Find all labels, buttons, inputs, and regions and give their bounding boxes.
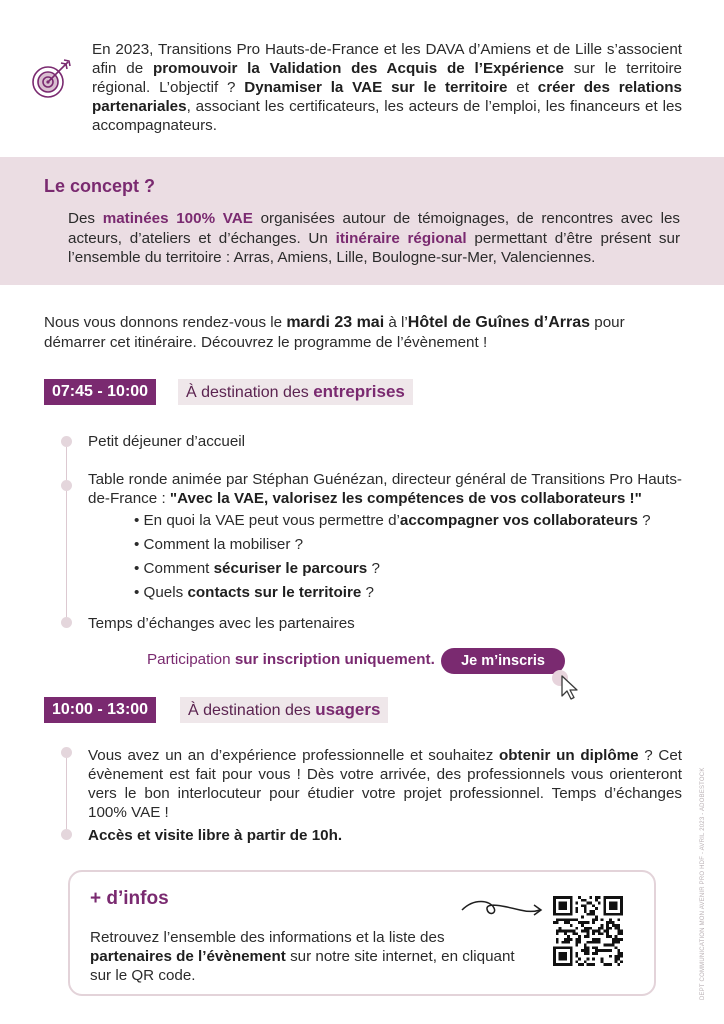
text-segment: ? Cet évènement est fait pour vous ! Dès votre arrivée, des professionnels vous orienteront vers le bon interlocuteur pour étudier votre projet professionnel. Temps d’échanges 100% VAE !	[88, 747, 682, 821]
qr-module	[617, 918, 620, 921]
session2-audience: usagers	[315, 700, 381, 719]
qr-module	[575, 932, 578, 935]
timeline-dot	[61, 747, 72, 758]
qr-module	[553, 921, 556, 924]
session1-item-roundtable	[88, 470, 682, 508]
qr-module	[609, 927, 612, 930]
qr-module	[584, 960, 587, 963]
qr-module	[587, 963, 590, 966]
qr-module	[617, 958, 620, 961]
qr-module	[598, 930, 601, 933]
qr-module	[603, 949, 606, 952]
qr-module	[567, 935, 570, 938]
session1-item-exchange: Temps d’échanges avec les partenaires	[88, 615, 355, 632]
timeline-dot	[61, 480, 72, 491]
qr-module	[584, 952, 587, 955]
qr-module	[592, 952, 595, 955]
session2-audience-badge	[180, 697, 388, 723]
qr-module	[570, 924, 573, 927]
session1-time-badge: 07:45 - 10:00	[44, 379, 156, 405]
participation-note	[147, 651, 435, 668]
qr-module	[587, 958, 590, 961]
qr-module	[595, 941, 598, 944]
qr-module	[612, 921, 615, 924]
text-segment: sur le territoire régional. L’objectif ?	[92, 60, 683, 96]
qr-module	[595, 916, 598, 919]
qr-module	[581, 949, 584, 952]
qr-module	[595, 946, 598, 949]
text-segment: ?	[367, 560, 380, 577]
emphasis-text: créer des relations partenariales	[92, 79, 682, 115]
qr-code-icon[interactable]	[553, 896, 623, 966]
qr-module	[561, 930, 564, 933]
text-segment: En 2023, Transitions Pro Hauts-de-France et les DAVA d’Amiens et de Lille s’associent afin de	[92, 41, 682, 77]
question-item	[134, 511, 694, 535]
text-segment: ?	[361, 584, 374, 601]
qr-module	[584, 930, 587, 933]
emphasis-text: Dynamiser la VAE sur le territoire	[244, 79, 508, 96]
qr-module	[620, 930, 623, 933]
qr-module	[587, 902, 590, 905]
qr-module	[589, 941, 592, 944]
highlight-text: itinéraire régional	[335, 229, 467, 247]
qr-module	[575, 941, 578, 944]
text-segment: Nous vous donnons rendez-vous le	[44, 314, 287, 331]
qr-module	[567, 941, 570, 944]
qr-module	[561, 941, 564, 944]
qr-module	[606, 921, 609, 924]
session1-audience-badge	[178, 379, 413, 405]
qr-module	[592, 930, 595, 933]
qr-module	[573, 930, 576, 933]
emphasis-text: contacts sur le territoire	[187, 584, 362, 601]
qr-module	[592, 904, 595, 907]
info-paragraph	[90, 928, 530, 985]
qr-module	[615, 938, 618, 941]
qr-module	[601, 949, 604, 952]
qr-module	[567, 938, 570, 941]
qr-module	[606, 949, 609, 952]
qr-module	[584, 944, 587, 947]
qr-module	[567, 921, 570, 924]
session2-time-badge: 10:00 - 13:00	[44, 697, 156, 723]
qr-module	[609, 949, 612, 952]
text-segment: , associant les certificateurs, les acteurs de l’emploi, les financeurs et les accompagnateurs.	[92, 98, 682, 134]
qr-module	[592, 910, 595, 913]
qr-module	[598, 941, 601, 944]
qr-module	[598, 938, 601, 941]
qr-module	[601, 927, 604, 930]
qr-module	[575, 938, 578, 941]
qr-module	[587, 935, 590, 938]
qr-module	[578, 958, 581, 961]
emphasis-text: accompagner vos collaborateurs	[399, 512, 638, 529]
qr-module	[609, 955, 612, 958]
qr-module	[598, 896, 601, 899]
qr-module	[575, 952, 578, 955]
qr-module	[620, 938, 623, 941]
qr-module	[615, 960, 618, 963]
qr-module	[603, 930, 606, 933]
text-segment: pour démarrer cet itinéraire. Découvrez le programme de l’évènement !	[44, 314, 625, 351]
concept-title: Le concept ?	[44, 176, 156, 196]
qr-module	[612, 938, 615, 941]
qr-module	[581, 916, 584, 919]
qr-module	[578, 921, 581, 924]
qr-module	[584, 949, 587, 952]
qr-module	[609, 944, 612, 947]
qr-module	[595, 930, 598, 933]
click-cursor-icon	[548, 666, 582, 702]
qr-module	[601, 932, 604, 935]
qr-module	[601, 924, 604, 927]
qr-module	[578, 938, 581, 941]
qr-module	[612, 944, 615, 947]
qr-module	[615, 935, 618, 938]
qr-module	[564, 932, 567, 935]
emphasis-text: "Avec la VAE, valorisez les compétences de vos collaborateurs !"	[169, 490, 642, 507]
qr-module	[564, 941, 567, 944]
qr-module	[587, 913, 590, 916]
emphasis-text: promouvoir la Validation des Acquis de l’Expérience	[152, 60, 564, 77]
qr-module	[584, 946, 587, 949]
info-title: + d’infos	[90, 888, 175, 910]
roundtable-questions	[134, 511, 694, 607]
qr-module	[573, 932, 576, 935]
qr-module	[570, 938, 573, 941]
qr-module	[578, 963, 581, 966]
qr-module	[609, 935, 612, 938]
emphasis-text: sécuriser le parcours	[213, 560, 368, 577]
text-segment: à l’	[384, 314, 408, 331]
qr-module	[581, 963, 584, 966]
question-item	[134, 559, 694, 583]
qr-module	[595, 938, 598, 941]
question-item	[134, 535, 694, 559]
qr-module	[606, 963, 609, 966]
qr-module	[601, 958, 604, 961]
qr-module	[556, 941, 559, 944]
qr-module	[564, 930, 567, 933]
text-segment: Des	[68, 210, 103, 227]
qr-module	[601, 960, 604, 963]
qr-module	[564, 921, 567, 924]
session1-audience-prefix: À destination des	[186, 384, 309, 401]
session2-audience-prefix: À destination des	[188, 702, 311, 719]
timeline-dot	[61, 829, 72, 840]
emphasis-text: obtenir un diplôme	[498, 747, 639, 764]
qr-module	[609, 921, 612, 924]
qr-module	[592, 938, 595, 941]
qr-module	[575, 918, 578, 921]
text-segment: ?	[637, 512, 651, 529]
qr-module	[570, 918, 573, 921]
qr-module	[556, 930, 559, 933]
timeline-dot	[61, 436, 72, 447]
qr-module	[559, 927, 562, 930]
qr-module	[581, 899, 584, 902]
qr-module	[578, 935, 581, 938]
qr-module	[620, 932, 623, 935]
qr-finder	[559, 952, 567, 960]
qr-module	[592, 946, 595, 949]
qr-module	[578, 896, 581, 899]
qr-module	[556, 938, 559, 941]
qr-module	[587, 941, 590, 944]
qr-module	[575, 907, 578, 910]
emphasis-text: Hôtel de Guînes d’Arras	[407, 314, 591, 331]
qr-module	[556, 921, 559, 924]
qr-module	[575, 927, 578, 930]
text-segment: Table ronde animée par Stéphan Guénézan, directeur général de Transitions Pro Hauts-de-France :	[88, 471, 682, 507]
qr-module	[617, 941, 620, 944]
session1-item-breakfast: Petit déjeuner d’accueil	[88, 433, 246, 450]
qr-module	[606, 927, 609, 930]
qr-module	[609, 963, 612, 966]
qr-module	[584, 899, 587, 902]
qr-module	[573, 918, 576, 921]
qr-module	[617, 952, 620, 955]
curly-arrow-icon	[460, 896, 546, 924]
qr-module	[581, 930, 584, 933]
qr-module	[620, 952, 623, 955]
qr-module	[567, 918, 570, 921]
qr-module	[587, 946, 590, 949]
qr-module	[592, 958, 595, 961]
text-segment: En quoi la VAE peut vous permettre d’	[143, 512, 400, 529]
qr-finder	[609, 902, 617, 910]
qr-module	[584, 907, 587, 910]
register-button[interactable]: Je m’inscris	[441, 648, 565, 674]
qr-module	[595, 952, 598, 955]
qr-module	[589, 913, 592, 916]
qr-module	[615, 941, 618, 944]
text-segment: Vous avez un an d’expérience professionnelle et souhaitez	[88, 747, 499, 764]
qr-module	[589, 910, 592, 913]
highlight-text: matinées 100% VAE	[102, 210, 253, 227]
qr-module	[595, 896, 598, 899]
qr-module	[615, 946, 618, 949]
qr-module	[617, 930, 620, 933]
qr-module	[559, 918, 562, 921]
qr-module	[592, 918, 595, 921]
participation-bold: sur inscription uniquement.	[234, 651, 435, 668]
session2-item-access: Accès et visite libre à partir de 10h.	[88, 827, 343, 844]
qr-module	[587, 927, 590, 930]
participation-prefix: Participation	[147, 651, 231, 668]
qr-module	[598, 902, 601, 905]
qr-module	[617, 949, 620, 952]
qr-module	[598, 932, 601, 935]
text-segment: Quels	[143, 584, 188, 601]
qr-module	[617, 924, 620, 927]
concept-paragraph	[68, 209, 680, 268]
qr-module	[589, 963, 592, 966]
qr-module	[559, 930, 562, 933]
qr-module	[592, 913, 595, 916]
qr-module	[595, 907, 598, 910]
text-segment: permettant d’être présent sur l’ensemble du territoire : Arras, Amiens, Lille, Boulogne-sur-Mer, Valenciennes.	[68, 229, 681, 266]
qr-module	[581, 904, 584, 907]
credits-text: DEPT COMMUNICATION MON AVENIR PRO HDF - AVRIL 2023 - ADOBESTOCK	[700, 767, 706, 1000]
qr-module	[598, 927, 601, 930]
qr-module	[578, 941, 581, 944]
text-segment: organisées autour de témoignages, de rencontres avec les acteurs, d’ateliers et d’échanges. Un	[68, 210, 680, 247]
qr-module	[592, 921, 595, 924]
qr-module	[556, 932, 559, 935]
qr-module	[595, 918, 598, 921]
qr-module	[615, 955, 618, 958]
qr-module	[556, 918, 559, 921]
qr-module	[575, 944, 578, 947]
qr-module	[615, 924, 618, 927]
rendezvous-paragraph	[44, 313, 684, 352]
qr-module	[587, 949, 590, 952]
qr-module	[589, 927, 592, 930]
qr-module	[592, 941, 595, 944]
qr-module	[609, 918, 612, 921]
qr-module	[603, 944, 606, 947]
text-segment: sur notre site internet, en cliquant sur le QR code.	[90, 948, 515, 984]
qr-module	[589, 896, 592, 899]
qr-module	[587, 930, 590, 933]
text-segment: Retrouvez l’ensemble des informations et la liste des	[90, 929, 445, 946]
qr-module	[603, 963, 606, 966]
qr-module	[617, 955, 620, 958]
qr-module	[587, 952, 590, 955]
qr-module	[564, 938, 567, 941]
qr-module	[575, 955, 578, 958]
qr-module	[612, 941, 615, 944]
session1-timeline	[66, 442, 67, 624]
qr-module	[617, 932, 620, 935]
question-item	[134, 583, 694, 607]
qr-module	[575, 910, 578, 913]
qr-module	[615, 958, 618, 961]
qr-module	[606, 944, 609, 947]
timeline-dot	[61, 617, 72, 628]
qr-module	[567, 930, 570, 933]
qr-finder	[559, 902, 567, 910]
qr-module	[587, 921, 590, 924]
qr-module	[598, 949, 601, 952]
qr-module	[617, 963, 620, 966]
qr-module	[617, 938, 620, 941]
qr-module	[584, 935, 587, 938]
qr-module	[581, 924, 584, 927]
qr-module	[581, 921, 584, 924]
qr-module	[606, 924, 609, 927]
qr-module	[584, 904, 587, 907]
qr-module	[620, 960, 623, 963]
intro-paragraph	[92, 40, 682, 135]
qr-module	[584, 910, 587, 913]
qr-module	[584, 921, 587, 924]
session2-item-diploma	[88, 746, 682, 822]
target-arrow-icon	[28, 54, 76, 102]
emphasis-text: partenaires de l’évènement	[90, 948, 286, 965]
qr-module	[615, 927, 618, 930]
qr-module	[606, 930, 609, 933]
qr-module	[592, 932, 595, 935]
qr-module	[592, 963, 595, 966]
qr-module	[620, 955, 623, 958]
qr-module	[575, 902, 578, 905]
qr-module	[601, 918, 604, 921]
qr-module	[587, 932, 590, 935]
qr-module	[606, 932, 609, 935]
qr-module	[561, 918, 564, 921]
qr-module	[564, 918, 567, 921]
text-segment: Comment	[143, 560, 214, 577]
session1-audience: entreprises	[313, 382, 405, 401]
qr-module	[606, 935, 609, 938]
qr-module	[575, 960, 578, 963]
qr-module	[570, 930, 573, 933]
qr-module	[595, 899, 598, 902]
text-segment: Comment la mobiliser ?	[143, 536, 304, 553]
qr-module	[617, 927, 620, 930]
qr-module	[584, 927, 587, 930]
qr-module	[612, 924, 615, 927]
qr-module	[589, 902, 592, 905]
text-segment: et	[507, 79, 538, 96]
emphasis-text: mardi 23 mai	[286, 314, 385, 331]
qr-module	[595, 949, 598, 952]
session2-timeline	[66, 753, 67, 833]
